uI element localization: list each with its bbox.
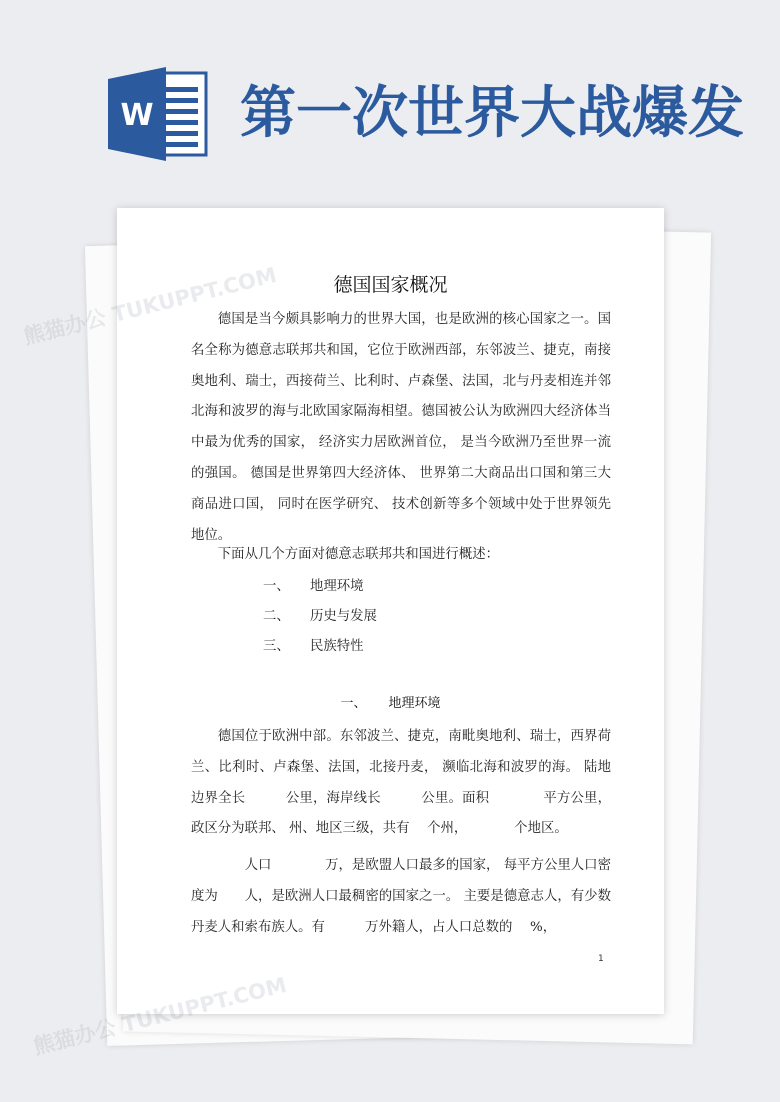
section-heading-text: 地理环境 (388, 696, 441, 711)
lead-paragraph: 下面从几个方面对德意志联邦共和国进行概述： (217, 547, 499, 562)
outline-item (263, 572, 563, 602)
header-banner (0, 0, 780, 200)
outline-list (263, 572, 563, 662)
outline-item-text: 历史与发展 (310, 609, 377, 624)
intro-paragraph: 德国是当今颇具影响力的世界大国，也是欧洲的核心国家之一。国名全称为德意志联邦共和国，它位于欧洲西部，东邻波兰、捷克，南接奥地利、瑞士，西接荷兰、比利时、卢森堡、法国，北与丹麦相连并邻北海和波罗的海与北欧国家隔海相望。德国被公认为欧洲四大经济体当中最为优秀的国家， 经济实力居欧洲首位， 是当今欧洲乃至世界一流的强国。 德国是世界第四大经济体、 世界第二大商品出口国和第三大商品进口国， 同时在医学研究、 技术创新等多个领域中处于世界领先地位。 (191, 312, 611, 543)
section-heading-number: 一、 (340, 696, 367, 711)
outline-item (263, 602, 563, 632)
document-title: 德国国家概况 (333, 274, 448, 296)
geography-paragraph: 德国位于欧洲中部。东邻波兰、捷克，南毗奥地利、瑞士，西界荷兰、比利时、卢森堡、法国，北接丹麦， 濒临北海和波罗的海。 陆地边界全长 公里，海岸线长 公里。面积 平方公里，政区分为联邦、 州、地区三级，共有 个州， 个地区。 (191, 729, 611, 837)
outline-item-number: 二、 (263, 609, 290, 624)
page-number: 1 (598, 954, 604, 964)
watermark: 熊猫办公 (21, 305, 109, 350)
population-paragraph: 人口 万，是欧盟人口最多的国家， 每平方公里人口密度为 人，是欧洲人口最稠密的国家之一。 主要是德意志人，有少数丹麦人和索布族人。有 万外籍人，占人口总数的 %， (191, 858, 611, 935)
word-doc-icon (108, 67, 210, 161)
word-icon-letter: W (120, 98, 154, 133)
document-page (117, 208, 664, 1014)
outline-item-number: 一、 (263, 579, 290, 594)
outline-item (263, 632, 563, 662)
outline-item-text: 民族特性 (310, 639, 364, 654)
section-heading (117, 692, 664, 711)
outline-item-text: 地理环境 (310, 579, 364, 594)
outline-item-number: 三、 (263, 639, 290, 654)
watermark: 熊猫办公 (31, 1015, 119, 1060)
header-title: 第一次世界大战爆发 (240, 80, 744, 146)
